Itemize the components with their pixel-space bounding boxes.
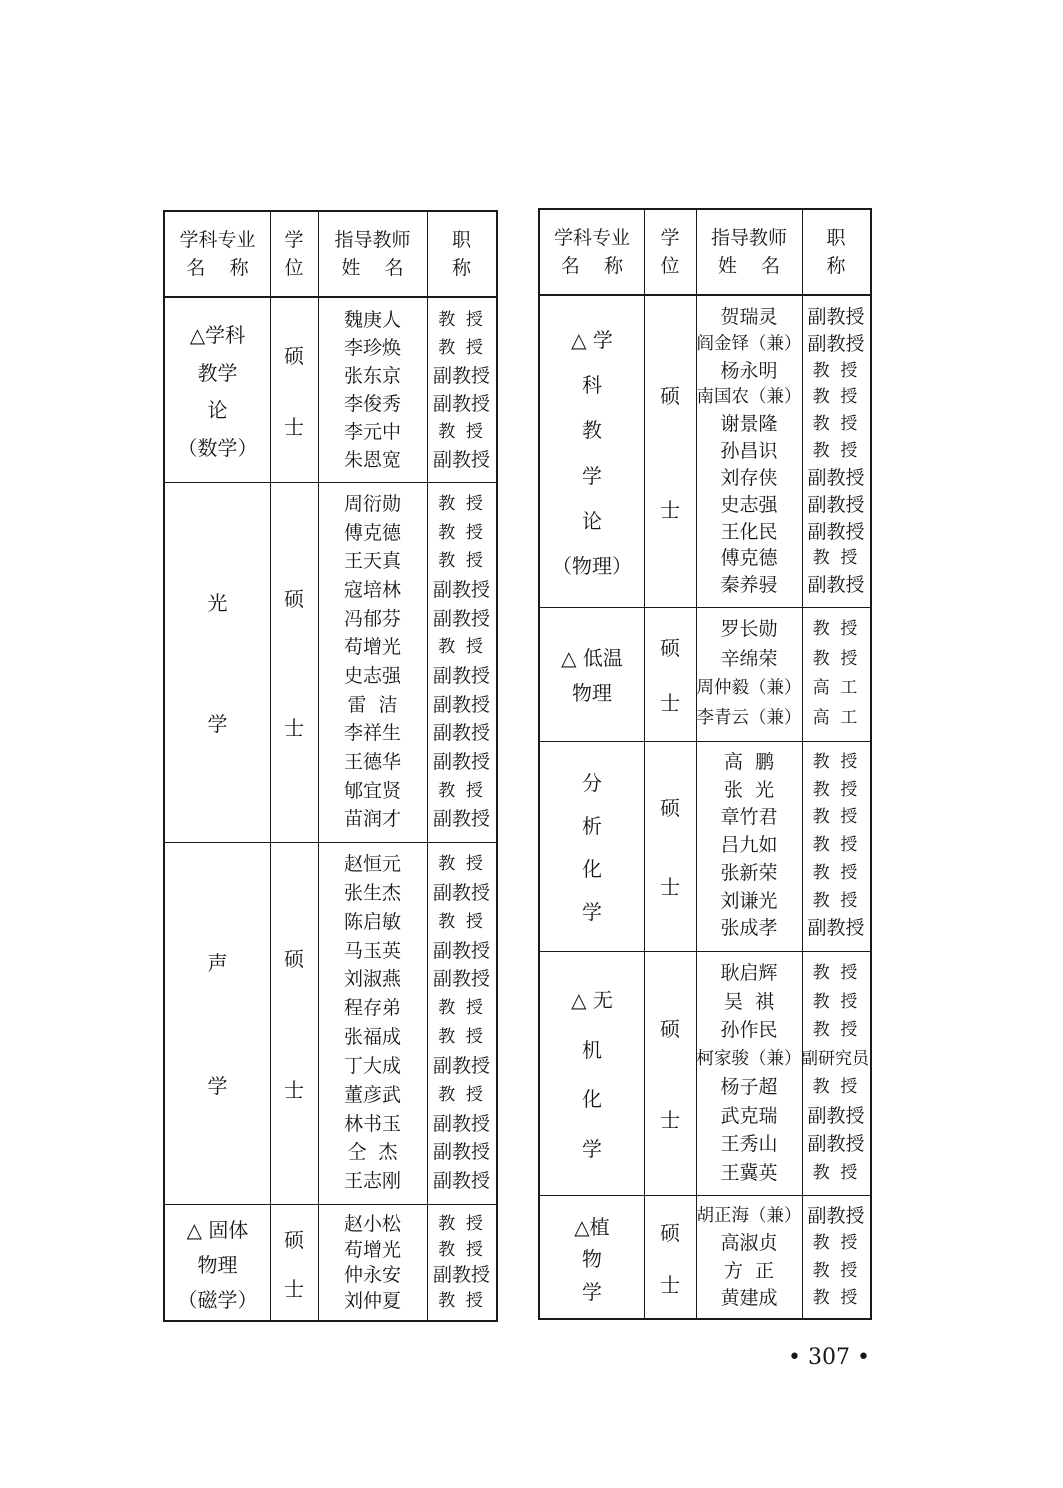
advisor-name: 程存弟 <box>343 997 401 1020</box>
advisor-title: 教 授 <box>812 1233 858 1254</box>
subject-name-line: 物理 <box>572 681 612 705</box>
table-header-row <box>540 210 870 296</box>
header-line: 学科专业 <box>553 227 630 249</box>
advisor-name: 苗润才 <box>343 808 401 831</box>
advisor-name: 苟增光 <box>343 636 401 659</box>
subject-name-line: （磁学） <box>177 1287 258 1312</box>
degree-char: 硕 <box>660 384 680 409</box>
advisor-title: 副教授 <box>432 693 490 716</box>
advisor-name: 胡正海（兼） <box>696 1206 802 1226</box>
header-line: 名 称 <box>186 257 249 279</box>
header-line: 称 <box>451 257 471 279</box>
advisor-title: 副教授 <box>432 939 490 962</box>
advisor-name: 吕九如 <box>720 834 778 857</box>
advisor-title: 副教授 <box>807 332 865 355</box>
advisor-title: 教 授 <box>812 890 858 911</box>
degree-char: 士 <box>660 497 680 522</box>
degree-cell <box>644 296 696 607</box>
advisor-title: 副教授 <box>432 1112 490 1135</box>
advisor-name: 王志刚 <box>343 1170 401 1193</box>
advisor-name: 辛绵荣 <box>720 647 778 670</box>
advisor-title: 教 授 <box>812 1020 858 1040</box>
advisor-title: 副教授 <box>432 881 490 904</box>
advisor-title: 教 授 <box>438 422 483 442</box>
subject-name-cell <box>165 842 270 1204</box>
subject-name-cell <box>540 1195 644 1320</box>
degree-cell <box>270 298 318 482</box>
degree-char: 士 <box>284 1077 304 1102</box>
advisor-name: 雷 洁 <box>347 693 398 716</box>
subject-name-line: 析 <box>582 814 602 838</box>
advisor-name: 王天真 <box>343 550 401 573</box>
degree-char: 硕 <box>284 344 304 368</box>
advisor-title: 教 授 <box>812 441 858 462</box>
header-line: 职 <box>451 229 471 251</box>
advisor-title: 教 授 <box>438 911 483 932</box>
advisor-name: 史志强 <box>720 493 778 516</box>
advisor-name: 赵小松 <box>343 1213 401 1235</box>
header-title <box>802 210 870 294</box>
subject-name-line: △ 无 <box>571 987 613 1012</box>
advisor-name: 陈启敏 <box>343 910 401 933</box>
degree-cell <box>644 951 696 1195</box>
advisor-title: 副教授 <box>432 393 490 415</box>
page-number: • 307 • <box>788 1345 870 1370</box>
advisor-name: 张新荣 <box>720 861 778 884</box>
advisor-title: 教 授 <box>812 1077 858 1097</box>
advisor-title: 教 授 <box>812 648 858 669</box>
advisor-title: 教 授 <box>438 522 483 543</box>
advisor-title: 副教授 <box>432 808 490 831</box>
advisor-name: 林书玉 <box>343 1112 401 1135</box>
advisor-title: 教 授 <box>812 548 858 569</box>
advisor-title: 教 授 <box>438 1214 483 1234</box>
subject-name-line: 学 <box>582 1279 602 1304</box>
advisor-name: 孙昌识 <box>720 440 778 463</box>
subject-name-cell <box>165 298 270 482</box>
advisor-title: 副教授 <box>432 722 490 745</box>
subject-name-line: 学 <box>582 900 602 924</box>
advisor-name: 谢景隆 <box>720 413 778 436</box>
subject-name-line: 分 <box>582 771 602 795</box>
advisor-name: 刘谦光 <box>720 889 778 912</box>
header-line: 学 <box>660 227 680 249</box>
advisor-name: 李珍焕 <box>343 337 401 359</box>
degree-char: 士 <box>660 875 680 900</box>
header-title <box>427 212 496 296</box>
subject-name-line: 论 <box>582 508 602 533</box>
advisor-name: 张生杰 <box>343 881 401 904</box>
degree-char: 士 <box>660 1108 680 1132</box>
advisor-title: 教 授 <box>438 1239 483 1260</box>
table-header-row <box>165 212 496 298</box>
header-line: 名 称 <box>560 255 624 277</box>
advisor-title: 教 授 <box>438 310 483 330</box>
degree-cell <box>270 1204 318 1322</box>
degree-char: 士 <box>660 690 680 715</box>
advisor-title: 高 工 <box>812 707 858 728</box>
advisor-title: 教 授 <box>812 360 858 381</box>
subject-name-line: 物理 <box>197 1252 238 1277</box>
header-advisor <box>696 210 802 294</box>
advisor-title: 教 授 <box>812 1260 858 1281</box>
advisor-title: 教 授 <box>438 998 483 1019</box>
header-line: 位 <box>660 255 680 277</box>
subject-name-cell <box>540 951 644 1195</box>
advisor-title: 副教授 <box>807 1133 865 1155</box>
advisor-title: 教 授 <box>812 752 858 772</box>
advisor-name: 张东京 <box>343 365 401 387</box>
advisor-title: 教 授 <box>812 991 858 1012</box>
advisor-name: 苟增光 <box>343 1238 401 1261</box>
advisor-name: 黄建成 <box>720 1286 778 1309</box>
advisor-name: 王秀山 <box>720 1133 778 1155</box>
subject-name-line: △ 固体 <box>186 1217 249 1242</box>
advisor-name: 李元中 <box>343 421 401 443</box>
header-line: 职 <box>826 227 846 249</box>
advisor-name: 杨永明 <box>720 359 778 382</box>
advisor-title: 副研究员 <box>801 1048 869 1069</box>
subject-name-line: 声 <box>207 951 228 976</box>
advisor-name: 冯郁芬 <box>343 607 401 630</box>
right-advisor-table <box>538 208 872 1320</box>
advisor-name: 柯家骏（兼） <box>696 1048 802 1069</box>
advisor-name: 周仲毅（兼） <box>696 678 802 698</box>
advisor-name: 丁大成 <box>343 1054 401 1077</box>
advisor-title: 副教授 <box>432 579 490 601</box>
advisor-title: 副教授 <box>807 917 865 940</box>
header-degree <box>644 210 696 294</box>
advisor-title: 教 授 <box>812 619 858 639</box>
advisor-name: 傅克德 <box>343 521 401 544</box>
subject-name-line: 学 <box>207 712 228 737</box>
header-degree <box>270 212 318 296</box>
advisor-title: 副教授 <box>432 365 490 387</box>
advisor-name: 傅克德 <box>720 547 778 570</box>
subject-name-line: 论 <box>207 398 228 423</box>
advisor-name: 仲永安 <box>343 1264 401 1286</box>
advisor-title: 副教授 <box>432 665 490 687</box>
degree-char: 硕 <box>660 636 680 661</box>
advisor-title: 教 授 <box>812 414 858 435</box>
subject-name-line: △ 学 <box>571 328 613 353</box>
subject-name-line: 科 <box>582 373 602 398</box>
subject-name-line: 机 <box>582 1037 602 1062</box>
subject-name-line: （数学） <box>177 436 258 461</box>
advisor-title: 副教授 <box>807 1205 865 1227</box>
advisor-title: 教 授 <box>812 1287 858 1308</box>
subject-name-line: 学 <box>207 1073 228 1098</box>
advisor-title: 教 授 <box>438 338 483 358</box>
advisor-title: 教 授 <box>438 494 483 514</box>
advisor-name: 刘仲夏 <box>343 1289 401 1312</box>
advisor-title: 副教授 <box>432 1170 490 1193</box>
advisor-name: 高 鹏 <box>723 751 775 773</box>
advisor-title: 副教授 <box>807 466 865 489</box>
subject-name-line: 物 <box>582 1247 602 1271</box>
advisor-title: 教 授 <box>438 854 483 874</box>
header-subject <box>165 212 270 296</box>
advisor-name: 南国农（兼） <box>696 387 802 408</box>
advisor-title: 副教授 <box>432 607 490 630</box>
advisor-title: 教 授 <box>438 1027 483 1047</box>
degree-char: 士 <box>284 415 304 439</box>
subject-name-line: 教 <box>582 418 602 443</box>
degree-cell <box>270 842 318 1204</box>
advisor-name: 章竹君 <box>720 806 778 829</box>
left-advisor-table <box>163 210 498 1322</box>
subject-name-line: 化 <box>582 1087 602 1112</box>
advisor-title: 副教授 <box>807 493 865 516</box>
header-line: 称 <box>826 255 846 277</box>
advisor-title: 教 授 <box>812 862 858 883</box>
advisor-title: 教 授 <box>438 1290 483 1311</box>
advisor-title: 教 授 <box>438 551 483 572</box>
advisor-name: 朱恩宽 <box>343 449 401 471</box>
header-line: 学 <box>284 229 304 251</box>
subject-name-cell <box>540 296 644 607</box>
degree-char: 士 <box>284 1277 304 1301</box>
advisor-name: 贺瑞灵 <box>720 306 778 328</box>
advisor-name: 杨子超 <box>720 1076 778 1098</box>
advisor-title: 副教授 <box>807 306 865 328</box>
subject-name-line: △ 低温 <box>561 646 623 670</box>
subject-name-line: 化 <box>582 857 602 881</box>
advisor-title: 副教授 <box>807 520 865 543</box>
advisor-name: 孙作民 <box>720 1019 778 1041</box>
advisor-title: 副教授 <box>807 1104 865 1127</box>
advisor-name: 方 正 <box>723 1259 775 1282</box>
advisor-name: 秦养骎 <box>720 574 778 597</box>
advisor-title: 副教授 <box>432 968 490 991</box>
advisor-name: 王化民 <box>720 520 778 543</box>
advisor-title: 教 授 <box>812 963 858 983</box>
advisor-name: 张成孝 <box>720 917 778 940</box>
advisor-name: 罗长勋 <box>720 618 778 640</box>
advisor-title: 教 授 <box>812 387 858 408</box>
advisor-name: 刘存侠 <box>720 466 778 489</box>
advisor-title: 教 授 <box>438 780 483 801</box>
advisor-name: 武克瑞 <box>720 1104 778 1127</box>
advisor-title: 高 工 <box>812 678 858 698</box>
header-line: 姓 名 <box>341 257 404 279</box>
subject-name-cell <box>540 741 644 951</box>
advisor-name: 李俊秀 <box>343 393 401 415</box>
degree-char: 硕 <box>284 1228 304 1252</box>
subject-name-line: △学科 <box>189 322 246 347</box>
advisor-name: 吴 祺 <box>723 990 775 1013</box>
advisor-title: 副教授 <box>807 574 865 597</box>
advisor-name: 张 光 <box>723 778 775 801</box>
degree-cell <box>644 741 696 951</box>
advisor-title: 副教授 <box>432 751 490 773</box>
advisor-name: 周衍勋 <box>343 493 401 515</box>
subject-name-line: 学 <box>582 1137 602 1162</box>
advisor-title: 副教授 <box>432 1141 490 1164</box>
advisor-name: 郇宜贤 <box>343 779 401 802</box>
header-line: 指导教师 <box>710 227 787 249</box>
advisor-name: 史志强 <box>343 665 401 687</box>
degree-char: 硕 <box>660 1017 680 1041</box>
advisor-name: 高淑贞 <box>720 1232 778 1255</box>
degree-cell <box>644 607 696 741</box>
degree-char: 硕 <box>660 795 680 820</box>
degree-cell <box>270 482 318 842</box>
header-advisor <box>318 212 427 296</box>
advisor-title: 副教授 <box>432 1264 490 1286</box>
header-line: 指导教师 <box>334 229 411 251</box>
degree-char: 士 <box>284 716 304 741</box>
degree-cell <box>644 1195 696 1320</box>
advisor-name: 阎金铎（兼） <box>696 333 802 354</box>
advisor-name: 赵恒元 <box>343 853 401 875</box>
degree-char: 硕 <box>284 947 304 972</box>
subject-name-line: （物理） <box>552 553 632 578</box>
advisor-name: 马玉英 <box>343 939 401 962</box>
advisor-name: 张福成 <box>343 1026 401 1048</box>
advisor-name: 寇培林 <box>343 579 401 601</box>
advisor-name: 王德华 <box>343 751 401 773</box>
advisor-name: 董彦武 <box>343 1083 401 1106</box>
subject-name-cell <box>540 607 644 741</box>
advisor-name: 魏庚人 <box>343 309 401 331</box>
advisor-title: 教 授 <box>812 835 858 856</box>
subject-name-cell <box>165 1204 270 1322</box>
header-line: 姓 名 <box>717 255 781 277</box>
subject-name-line: 教学 <box>197 360 238 385</box>
subject-name-line: 光 <box>207 590 228 615</box>
advisor-title: 教 授 <box>812 779 858 800</box>
advisor-title: 教 授 <box>812 807 858 828</box>
subject-name-line: △植 <box>574 1214 610 1239</box>
header-line: 学科专业 <box>179 229 256 251</box>
advisor-title: 教 授 <box>438 1084 483 1105</box>
advisor-title: 副教授 <box>432 449 490 471</box>
subject-name-line: 学 <box>582 463 602 488</box>
advisor-name: 李祥生 <box>343 722 401 745</box>
header-subject <box>540 210 644 294</box>
degree-char: 硕 <box>284 586 304 611</box>
advisor-name: 仝 杰 <box>347 1141 398 1164</box>
degree-char: 士 <box>660 1272 680 1297</box>
degree-char: 硕 <box>660 1221 680 1246</box>
advisor-title: 教 授 <box>812 1162 858 1183</box>
subject-name-cell <box>165 482 270 842</box>
advisor-name: 耿启辉 <box>720 962 778 984</box>
advisor-title: 副教授 <box>432 1054 490 1077</box>
advisor-name: 王冀英 <box>720 1161 778 1184</box>
advisor-name: 刘淑燕 <box>343 968 401 991</box>
advisor-name: 李青云（兼） <box>696 707 802 728</box>
advisor-title: 教 授 <box>438 637 483 658</box>
header-line: 位 <box>284 257 304 279</box>
